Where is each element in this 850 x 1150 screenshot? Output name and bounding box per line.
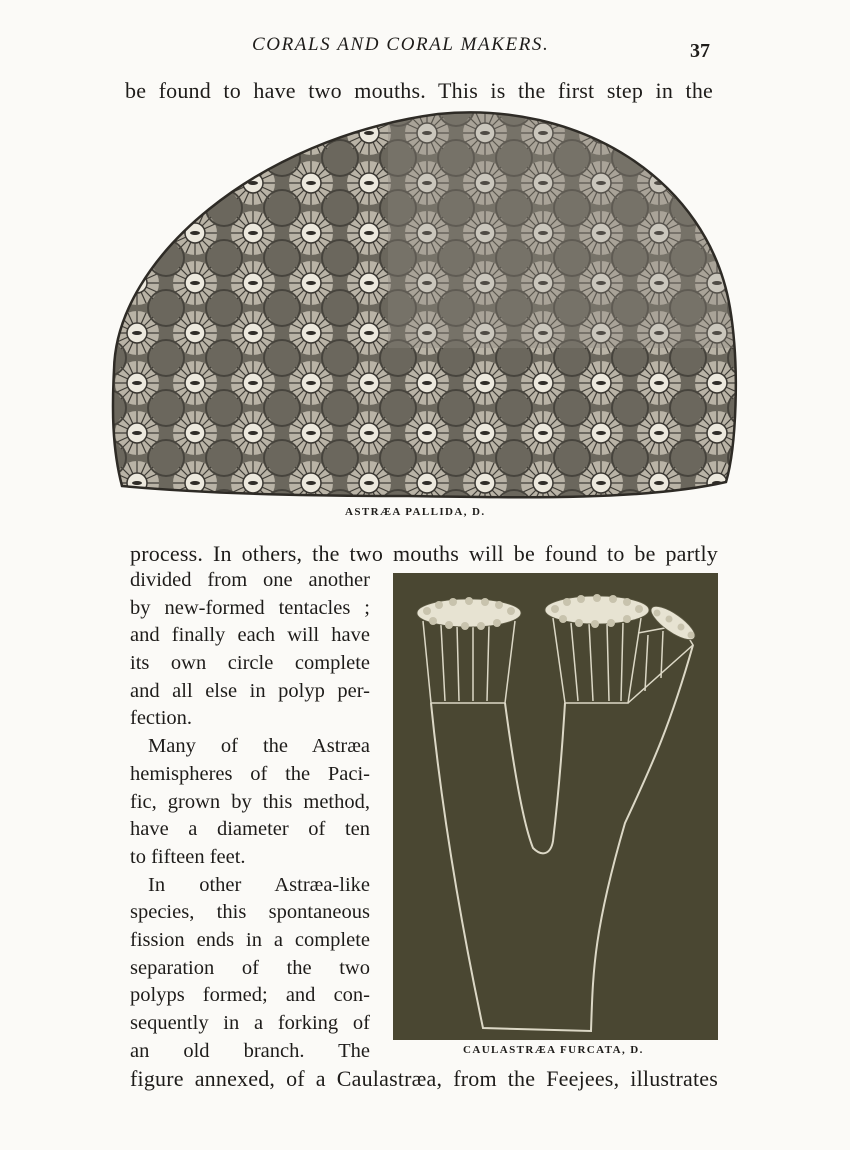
- column-line: Many of the Astræa: [148, 735, 370, 758]
- running-head: CORALS AND CORAL MAKERS.: [252, 34, 550, 55]
- figure-caption-caulastraea: CAULASTRÆA FURCATA, D.: [463, 1044, 644, 1056]
- column-line: sequently in a forking of: [130, 1012, 370, 1034]
- body-line-process: process. In others, the two mouths will be found to be partly: [130, 541, 718, 566]
- figure-caption-astraea: ASTRÆA PALLIDA, D.: [345, 506, 486, 518]
- body-line-top: be found to have two mouths. This is the first step in the: [125, 78, 713, 103]
- column-line: have a diameter of ten: [130, 818, 370, 841]
- column-line: an old branch. The: [130, 1039, 370, 1062]
- caulastraea-illustration: [393, 573, 718, 1040]
- column-line: and finally each will have: [130, 624, 370, 647]
- column-line: its own circle complete: [130, 652, 370, 675]
- column-line: by new-formed tentacles ;: [130, 596, 370, 619]
- column-line: species, this spontaneous: [130, 901, 370, 924]
- column-line: and all else in polyp per-: [130, 679, 370, 702]
- astraea-coral-illustration: [108, 108, 740, 500]
- page-number: 37: [690, 40, 710, 62]
- column-line: fic, grown by this method,: [130, 790, 370, 813]
- column-line: fission ends in a complete: [130, 928, 370, 951]
- column-line: polyps formed; and con-: [130, 984, 370, 1007]
- text-column: [130, 567, 370, 1065]
- body-line-bottom: figure annexed, of a Caulastræa, from the Feejees, illustrates: [130, 1066, 718, 1091]
- column-line: divided from one another: [130, 569, 370, 591]
- column-line: separation of the two: [130, 956, 370, 979]
- column-line: In other Astræa-like: [148, 873, 370, 896]
- column-line: to fifteen feet.: [130, 845, 246, 868]
- column-line: hemispheres of the Paci-: [130, 762, 370, 785]
- column-line: fection.: [130, 707, 193, 730]
